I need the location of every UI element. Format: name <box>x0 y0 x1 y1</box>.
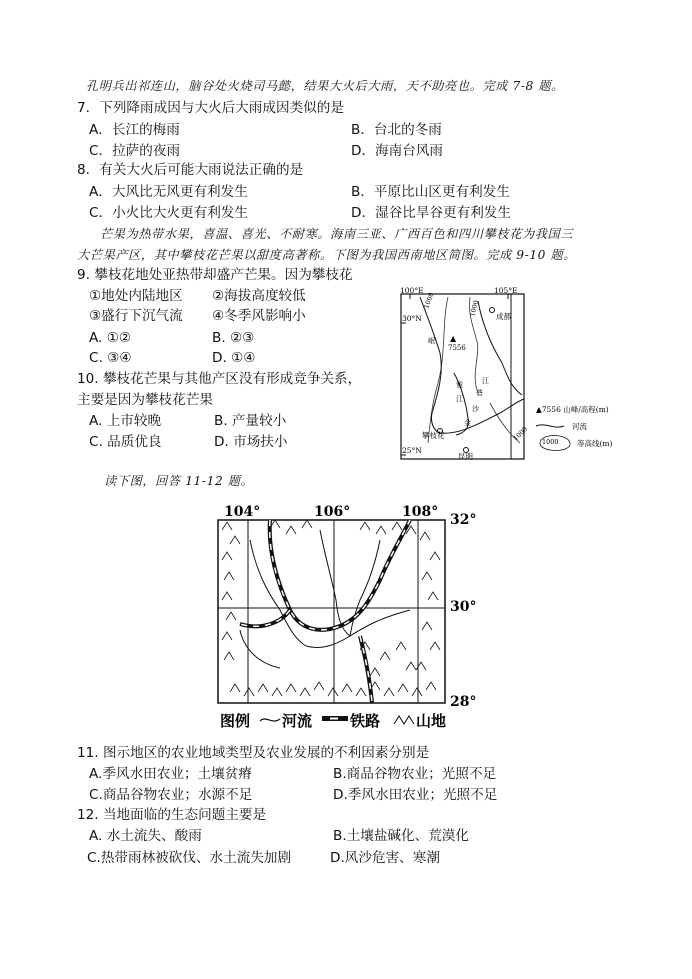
map2-lon-106: 106° <box>314 504 351 520</box>
map1-city-kunming: 昆明 <box>458 452 473 461</box>
map1-river-char: 雅 <box>456 381 463 389</box>
q7-option-b: B．台北的冬雨 <box>351 122 442 138</box>
map1-lat-top: 30°N <box>402 314 422 323</box>
q11-option-c: C.商品谷物农业；水源不足 <box>89 787 253 803</box>
q8-option-d: D．湿谷比旱谷更有利发生 <box>351 205 511 221</box>
map1-river-char: 砻 <box>476 389 483 397</box>
map2-lat-32: 32° <box>450 512 477 528</box>
map1-legend-contour: 等高线(m) <box>577 439 613 448</box>
q10-option-d: D. 市场扶小 <box>214 434 288 450</box>
map1-peak-height: 7556 <box>448 344 466 352</box>
map2-lat-30: 30° <box>450 599 477 615</box>
intro-9-10-line1: 芒果为热带水果，喜温、喜光、不耐寒。海南三亚、广西百色和四川攀枝花为我国三 <box>100 227 574 241</box>
map1-river-char: 江 <box>482 377 489 385</box>
q9-statement-2: ②海拔高度较低 <box>212 288 306 304</box>
q11-option-d: D.季风水田农业；光照不足 <box>333 787 498 803</box>
map1-contour-label: 1000 <box>511 425 530 443</box>
map2-lon-108: 108° <box>402 504 439 520</box>
map2-legend-river-symbol <box>260 719 280 721</box>
q10-stem-line1: 10. 攀枝花芒果与其他产区没有形成竞争关系， <box>77 371 362 387</box>
map1-contour-label: 1000 <box>422 291 436 310</box>
intro-7-8: 孔明兵出祁连山，脑谷处火烧司马懿，结果大火后大雨，天不助亮也。完成 7-8 题。 <box>86 79 564 93</box>
map1-contour-line <box>428 297 448 443</box>
map1-river <box>420 297 441 433</box>
intro-11-12: 读下图，回答 11-12 题。 <box>104 474 254 488</box>
q9-option-b: B. ②③ <box>212 330 255 346</box>
q9-statement-4: ④冬季风影响小 <box>212 308 306 324</box>
q10-option-a: A. 上市较晚 <box>89 413 162 429</box>
q8-option-c: C．小火比大火更有利发生 <box>89 205 249 221</box>
sichuan-basin-map <box>210 500 495 734</box>
map1-contour-label: 1000 <box>468 299 481 318</box>
map1-lon-right: 105°E <box>494 286 518 295</box>
q12-option-a: A. 水土流失、酸雨 <box>89 828 202 844</box>
q9-stem: 9. 攀枝花地处亚热带却盛产芒果。因为攀枝花 <box>77 267 353 283</box>
q12-option-c: C.热带雨林被砍伐、水土流失加剧 <box>87 850 292 866</box>
map1-legend-river-line <box>536 425 564 427</box>
map1-legend-contour-number: 1000 <box>542 438 559 446</box>
q7-option-a: A．长江的梅雨 <box>89 122 180 138</box>
q12-option-b: B.土壤盐碱化、荒漠化 <box>333 828 469 844</box>
map2-lon-104: 104° <box>224 504 261 520</box>
map1-lat-bottom: 25°N <box>402 446 422 455</box>
map1-chengdu-dot <box>490 308 495 313</box>
map2-legend-mountain: 山地 <box>416 712 447 730</box>
map2-legend-title: 图例 <box>220 712 251 730</box>
q9-statement-1: ①地处内陆地区 <box>89 288 183 304</box>
map1-river-char: 岷 <box>428 337 435 345</box>
q10-stem-line2: 主要是因为攀枝花芒果 <box>77 392 213 408</box>
q8-option-a: A．大风比无风更有利发生 <box>89 184 248 200</box>
map1-lon-left: 100°E <box>400 286 424 295</box>
map2-legend-river: 河流 <box>282 712 313 730</box>
map2-legend-mountain-symbol <box>394 716 414 724</box>
q12-option-d: D.风沙危害、寒潮 <box>330 850 440 866</box>
map1-river-char: 沙 <box>472 405 479 413</box>
q7-stem: 7．下列降雨成因与大火后大雨成因类似的是 <box>77 100 344 116</box>
map2-lat-28: 28° <box>450 694 477 710</box>
q9-option-d: D. ①④ <box>212 350 256 366</box>
q9-option-c: C. ③④ <box>89 350 132 366</box>
map1-river-char: 江 <box>456 395 463 403</box>
map1-legend-peak: ▲7556 山峰/高程(m) <box>536 405 609 414</box>
map1-river-char: 金 <box>464 419 471 427</box>
intro-9-10-line2: 大芒果产区，其中攀枝花芒果以甜度高著称。下图为我国西南地区简图。完成 9-10 题。 <box>77 248 577 262</box>
map1-legend-river: 河流 <box>572 422 587 431</box>
q12-stem: 12. 当地面临的生态问题主要是 <box>77 807 267 823</box>
q11-option-b: B.商品谷物农业；光照不足 <box>333 766 497 782</box>
southwest-china-map <box>390 283 640 468</box>
q9-statement-3: ③盛行下沉气流 <box>89 308 183 324</box>
map2-legend-rail: 铁路 <box>350 712 381 730</box>
q7-option-c: C．拉萨的夜雨 <box>89 143 181 159</box>
q10-option-b: B. 产量较小 <box>214 413 287 429</box>
map1-city-chengdu: 成都 <box>496 312 511 321</box>
q11-option-a: A.季风水田农业；土壤贫瘠 <box>89 766 252 782</box>
q8-option-b: B．平原比山区更有利发生 <box>351 184 510 200</box>
q9-option-a: A. ①② <box>89 330 132 346</box>
map1-peak-triangle: ▲ <box>450 334 457 343</box>
q11-stem: 11. 图示地区的农业地域类型及农业发展的不利因素分别是 <box>77 745 430 761</box>
map2-railways <box>240 520 410 703</box>
q7-option-d: D．海南台风雨 <box>351 143 444 159</box>
q8-stem: 8．有关大火后可能大雨说法正确的是 <box>77 162 304 178</box>
map1-city-panzhihua: 攀枝花 <box>422 431 445 440</box>
q10-option-c: C. 品质优良 <box>89 434 162 450</box>
map2-rivers <box>240 530 410 668</box>
